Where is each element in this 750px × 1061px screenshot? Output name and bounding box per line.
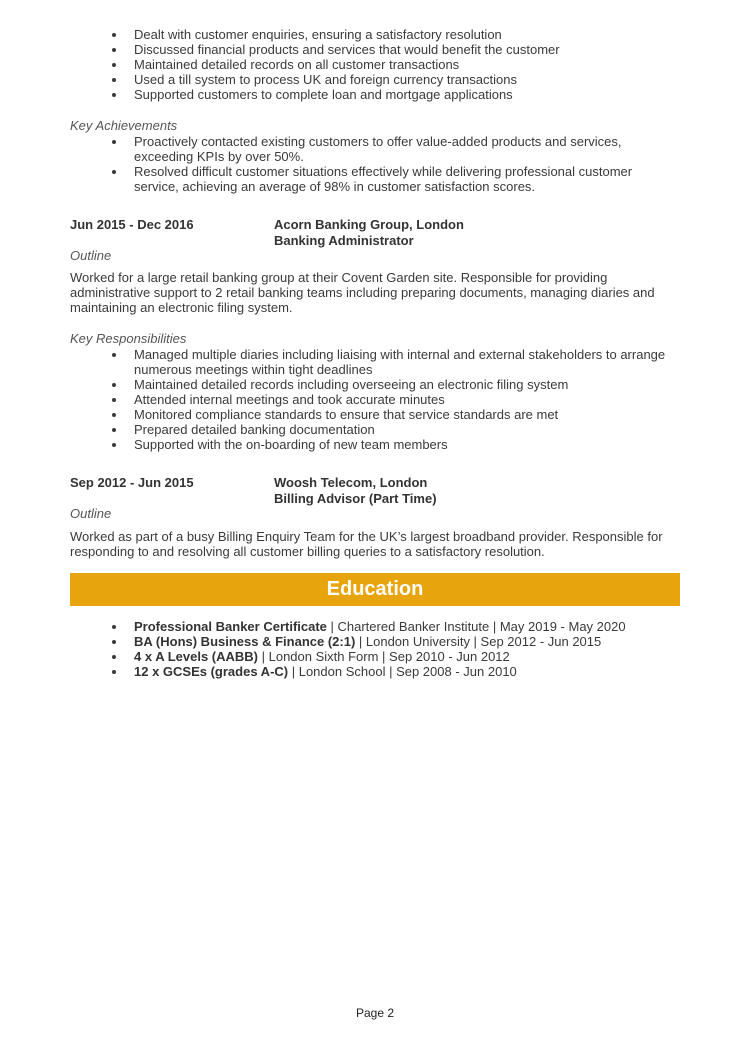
education-item xyxy=(110,649,680,664)
list-item: Dealt with customer enquiries, ensuring a satisfactory resolution xyxy=(110,27,680,42)
role2-company: Acorn Banking Group, London xyxy=(274,217,464,232)
role2-responsibilities-heading: Key Responsibilities xyxy=(70,331,187,346)
list-item: Supported with the on-boarding of new team members xyxy=(110,437,680,452)
list-item: Resolved difficult customer situations effectively while delivering professional customer service, achieving an average of 98% in customer satisfaction scores. xyxy=(110,164,680,194)
qualification: 4 x A Levels (AABB) xyxy=(134,649,259,664)
role2-job-title: Banking Administrator xyxy=(274,233,414,248)
education-section-header: Education xyxy=(70,573,680,606)
qualification-details: | London School | Sep 2008 - Jun 2010 xyxy=(288,664,517,679)
list-item: Discussed financial products and services that would benefit the customer xyxy=(110,42,680,57)
page-number: Page 2 xyxy=(355,1006,395,1020)
list-item: Supported customers to complete loan and mortgage applications xyxy=(110,87,680,102)
achievements-heading: Key Achievements xyxy=(70,118,178,133)
role3-outline-heading: Outline xyxy=(70,506,112,521)
role1-achievements-list xyxy=(110,134,680,194)
qualification-details: | London University | Sep 2012 - Jun 2015 xyxy=(355,634,602,649)
role2-dates: Jun 2015 - Dec 2016 xyxy=(70,217,194,232)
role2-outline-text: Worked for a large retail banking group at their Covent Garden site. Responsible for providing administrative support to 2 retail banking teams including preparing documents, managing diaries and maintaining an electronic filing system. xyxy=(70,270,655,315)
role3-outline-text: Worked as part of a busy Billing Enquiry Team for the UK’s largest broadband provider. Responsible for responding to and resolving all customer billing queries to a satisfactory resolution. xyxy=(70,529,663,559)
role3-dates: Sep 2012 - Jun 2015 xyxy=(70,475,194,490)
qualification: BA (Hons) Business & Finance (2:1) xyxy=(134,634,356,649)
list-item: Maintained detailed records on all customer transactions xyxy=(110,57,680,72)
education-item xyxy=(110,634,680,649)
qualification: Professional Banker Certificate xyxy=(134,619,327,634)
list-item: Attended internal meetings and took accurate minutes xyxy=(110,392,680,407)
role1-responsibilities-list xyxy=(110,27,680,102)
list-item: Proactively contacted existing customers to offer value-added products and services, exceeding KPIs by over 50%. xyxy=(110,134,680,164)
list-item: Prepared detailed banking documentation xyxy=(110,422,680,437)
list-item: Maintained detailed records including overseeing an electronic filing system xyxy=(110,377,680,392)
education-list xyxy=(110,619,680,679)
qualification-details: | London Sixth Form | Sep 2010 - Jun 2012 xyxy=(258,649,510,664)
role2-outline-heading: Outline xyxy=(70,248,112,263)
list-item: Monitored compliance standards to ensure that service standards are met xyxy=(110,407,680,422)
qualification: 12 x GCSEs (grades A-C) xyxy=(134,664,289,679)
role2-responsibilities-list xyxy=(110,347,680,452)
list-item: Managed multiple diaries including liaising with internal and external stakeholders to arrange numerous meetings within tight deadlines xyxy=(110,347,680,377)
education-item xyxy=(110,664,680,679)
education-item xyxy=(110,619,680,634)
role3-company: Woosh Telecom, London xyxy=(274,475,428,490)
qualification-details: | Chartered Banker Institute | May 2019 - May 2020 xyxy=(326,619,626,634)
role3-job-title: Billing Advisor (Part Time) xyxy=(274,491,437,506)
list-item: Used a till system to process UK and foreign currency transactions xyxy=(110,72,680,87)
